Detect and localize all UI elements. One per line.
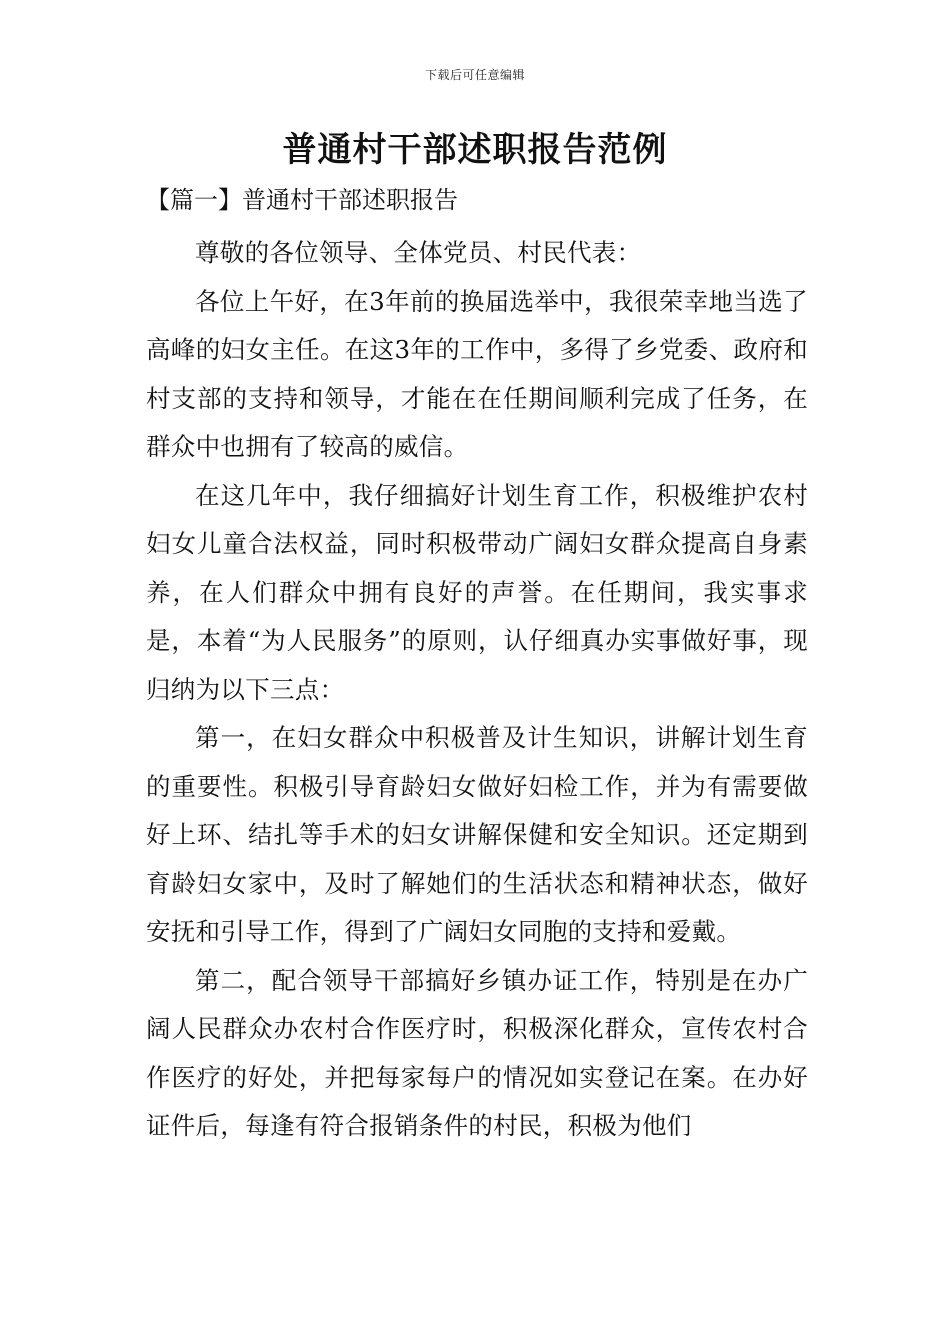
paragraph-overview: 在这几年中，我仔细搞好计划生育工作，积极维护农村妇女儿童合法权益，同时积极带动广阔妇女群众提高自身素养，在人们群众中拥有良好的声誉。在任期间，我实事求是，本着“为人民服务”的原则，认仔细真办实事做好事，现归纳为以下三点： bbox=[146, 480, 808, 704]
paragraph-salutation: 尊敬的各位领导、全体党员、村民代表： bbox=[195, 238, 642, 267]
header-note: 下载后可任意编辑 bbox=[424, 68, 525, 82]
paragraph-intro: 各位上午好，在3年前的换届选举中，我很荣幸地当选了高峰的妇女主任。在这3年的工作中，多得了乡党委、政府和村支部的支持和领导，才能在在任期间顺利完成了任务，在群众中也拥有了较高的威信。 bbox=[146, 286, 808, 461]
paragraph-point-one: 第一，在妇女群众中积极普及计生知识，讲解计划生育的重要性。积极引导育龄妇女做好妇检工作，并为有需要做好上环、结扎等手术的妇女讲解保健和安全知识。还定期到育龄妇女家中，及时了解她们的生活状态和精神状态，做好安抚和引导工作，得到了广阔妇女同胞的支持和爱戴。 bbox=[146, 723, 808, 946]
document-title: 普通村干部述职报告范例 bbox=[282, 130, 668, 170]
section-heading: 【篇一】普通村干部述职报告 bbox=[146, 186, 458, 214]
paragraph-point-two: 第二，配合领导干部搞好乡镇办证工作，特别是在办广阔人民群众办农村合作医疗时，积极深化群众，宣传农村合作医疗的好处，并把每家每户的情况如实登记在案。在办好证件后，每逢有符合报销条件的村民，积极为他们 bbox=[146, 965, 808, 1140]
body-text bbox=[146, 229, 808, 1151]
